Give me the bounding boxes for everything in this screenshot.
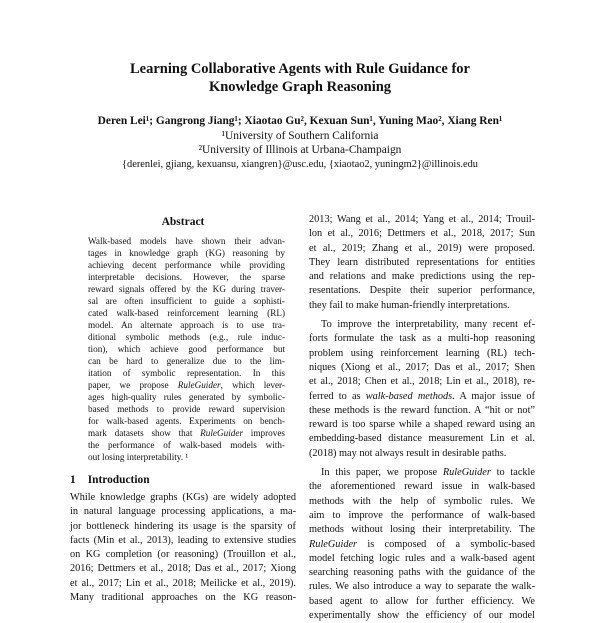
text-line: embedding-based distance measurement Lin et al.	[309, 433, 535, 445]
section-heading	[70, 473, 296, 487]
left-column	[70, 215, 296, 605]
text-line: model. An alternate approach is to use tra-	[88, 320, 285, 330]
text-line: the performance of walk-based models with-	[88, 440, 285, 450]
text-line: et al., 2017; Lin et al., 2018; Meilicke et al., 2019).	[70, 577, 296, 589]
paper-title	[60, 60, 540, 96]
text-line: interpretable decisions. However, the sparse	[88, 272, 285, 282]
text-line: (2018) may not always result in desirable paths.	[309, 447, 507, 459]
text-line: reward signals offered by the KG during traver-	[88, 284, 285, 294]
text-line: based agent to allow for further efficiency. We	[309, 595, 535, 607]
text-line: methods with the help of symbolic rules. We	[309, 495, 535, 507]
intro-paragraph	[309, 318, 535, 461]
text-line: sal are often insufficient to guide a sophisti-	[88, 296, 285, 306]
text-line: 2016; Dettmers et al., 2018; Das et al., 2017; Xiong	[70, 563, 296, 575]
intro-paragraph	[309, 213, 535, 313]
text-line: and relations and make predictions using the rep-	[309, 271, 535, 283]
text-line: can be hard to generalize due to the lim-	[88, 356, 285, 366]
text-line: In this paper, we propose RuleGuider to tackle	[321, 467, 535, 479]
author-names: Deren Lei¹; Gangrong Jiang¹; Xiaotao Gu², Kexuan Sun¹, Yuning Mao², Xiang Ren¹	[97, 115, 503, 127]
text-line: paper, we propose RuleGuider, which lever-	[88, 380, 285, 390]
text-line: Many traditional approaches on the KG reason-	[70, 592, 296, 604]
text-line: resentations. Despite their superior performance,	[309, 285, 535, 297]
text-line: achieving decent performance while providing	[88, 260, 285, 270]
author-block	[40, 114, 560, 172]
text-line: ferred to as walk-based methods. A major issue of	[309, 390, 536, 402]
text-line: rules. We also introduce a way to separate the walk-	[309, 581, 535, 593]
text-line: While knowledge graphs (KGs) are widely adopted	[70, 492, 296, 503]
text-line: cated walk-based reinforcement learning (RL)	[88, 308, 285, 318]
text-line: mark datasets show that RuleGuider improves	[88, 428, 285, 438]
text-line: jor bottleneck hindering its usage is the sparsity of	[70, 520, 296, 532]
text-line: ages high-quality rules generated by symbolic-	[88, 392, 285, 402]
text-line: Walk-based models have shown their advan-	[88, 236, 285, 246]
text-line: for walk-based agents. Experiments on bench-	[88, 416, 285, 426]
text-line: 2013; Wang et al., 2014; Yang et al., 2014; Trouil-	[309, 214, 535, 225]
text-line: searching reasoning paths with the guidance of the	[309, 567, 535, 579]
text-line: on KG completion (or reasoning) (Trouillon et al.,	[70, 549, 296, 561]
section-title: Introduction	[87, 474, 150, 486]
text-line: methods without losing their interpretability. The	[309, 524, 535, 536]
text-line: based methods to provide reward supervision	[88, 404, 285, 414]
text-line: tages in knowledge graph (KG) reasoning by	[88, 248, 285, 258]
text-line: itation of symbolic representation. In this	[88, 368, 285, 378]
intro-paragraph	[309, 466, 535, 623]
text-line: et al., 2018; Chen et al., 2018; Lin et al., 2018), re-	[309, 376, 535, 388]
author-emails: {derenlei, gjiang, kexuansu, xiangren}@usc.edu, {xiaotao2, yuningm2}@illinois.edu	[122, 158, 478, 170]
text-line: ditional symbolic methods (e.g., rule induc-	[88, 332, 285, 342]
text-line: RuleGuider is composed of a symbolic-based	[309, 538, 535, 550]
text-line: out losing interpretability. ¹	[88, 452, 189, 462]
right-column	[309, 213, 535, 623]
title-line: Learning Collaborative Agents with Rule Guidance for	[130, 61, 470, 77]
text-line: model fetching logic rules and a walk-based agent	[309, 552, 535, 564]
text-line: To improve the interpretability, many recent ef-	[321, 319, 535, 331]
section-number: 1	[70, 474, 76, 486]
title-line: Knowledge Graph Reasoning	[208, 79, 392, 95]
text-line: these methods is the reward function. A “hit or not”	[309, 404, 535, 416]
text-line: in natural language processing applications, a ma-	[70, 506, 296, 518]
affiliation: ²University of Illinois at Urbana-Champaign	[198, 144, 402, 156]
text-line: They learn distributed representations for entities	[309, 256, 535, 268]
text-line: facts (Min et al., 2013), leading to extensive studies	[70, 534, 296, 546]
abstract-body	[88, 235, 285, 463]
text-line: lon et al., 2016; Dettmers et al., 2018, 2017; Sun	[309, 228, 535, 240]
intro-left-text	[70, 491, 296, 605]
affiliation: ¹University of Southern California	[221, 129, 379, 142]
text-line: the aforementioned reward issue in walk-based	[309, 481, 535, 493]
text-line: reward is too sparse while a shaped reward using an	[309, 419, 535, 431]
text-line: they fail to make human-friendly interpretations.	[309, 299, 510, 311]
abstract-heading: Abstract	[161, 216, 205, 228]
text-line: et al., 2019; Zhang et al., 2019) were proposed.	[309, 242, 535, 254]
text-line: problem using reinforcement learning (RL) tech-	[309, 347, 535, 359]
text-line: niques (Xiong et al., 2017; Das et al., 2017; Shen	[309, 361, 535, 373]
text-line: aim to improve the performance of walk-based	[309, 509, 535, 521]
text-line: experimentally show the efficiency of our model	[309, 610, 535, 622]
text-line: tion), which achieve good performance but	[88, 344, 285, 354]
text-line: forts formulate the task as a multi-hop reasoning	[309, 333, 535, 345]
